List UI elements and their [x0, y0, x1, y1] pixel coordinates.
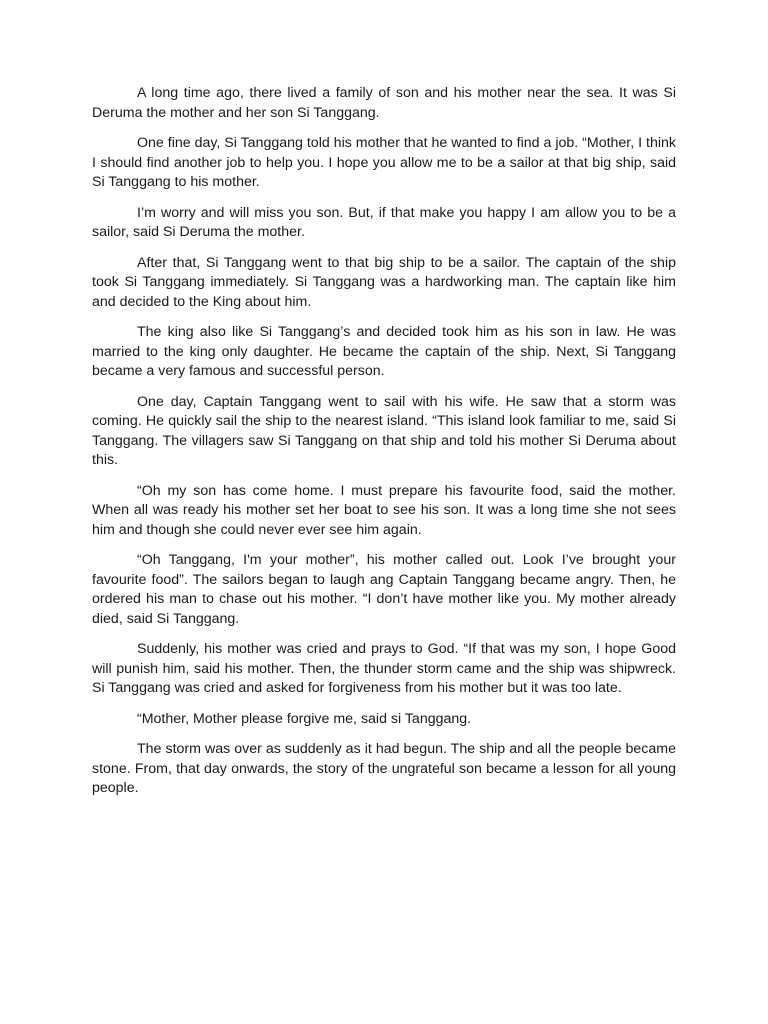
- paragraph: The king also like Si Tanggang’s and decided took him as his son in law. He was married to the king only daughter. He became the captain of the ship. Next, Si Tanggang became a very famous and successful person.: [92, 324, 676, 379]
- paragraph: “Mother, Mother please forgive me, said si Tanggang.: [137, 710, 472, 727]
- paragraph: “Oh my son has come home. I must prepare his favourite food, said the mother. When all was ready his mother set her boat to see his son. It was a long time she not sees him and though she could never ever see him again.: [92, 482, 676, 538]
- paragraph: One fine day, Si Tanggang told his mother that he wanted to find a job. “Mother, I think I should find another job to help you. I hope you allow me to be a sailor at that big ship, said Si Tanggang to his mother.: [92, 135, 676, 190]
- paragraph: One day, Captain Tanggang went to sail with his wife. He saw that a storm was coming. He quickly sail the ship to the nearest island. “This island look familiar to me, said Si Tanggang. The villagers saw Si Tanggang on that ship and told his mother Si Deruma about this.: [92, 393, 676, 468]
- paragraph: “Oh Tanggang, I'm your mother”, his mother called out. Look I’ve brought your favourite food”. The sailors began to laugh ang Captain Tanggang became angry. Then, he ordered his man to chase out his mother. “I don’t have mother like you. My mother already died, said Si Tanggang.: [92, 552, 676, 627]
- paragraph: After that, Si Tanggang went to that big ship to be a sailor. The captain of the ship took Si Tanggang immediately. Si Tanggang was a hardworking man. The captain like him and decided to the King about him.: [92, 254, 676, 310]
- document-body: [92, 84, 676, 810]
- paragraph: I’m worry and will miss you son. But, if that make you happy I am allow you to be a sailor, said Si Deruma the mother.: [92, 204, 676, 240]
- paragraph: A long time ago, there lived a family of son and his mother near the sea. It was Si Deruma the mother and her son Si Tanggang.: [92, 85, 676, 121]
- paragraph: Suddenly, his mother was cried and prays to God. “If that was my son, I hope Good will punish him, said his mother. Then, the thunder storm came and the ship was shipwreck. Si Tanggang was cried and asked for forgiveness from his mother but it was too late.: [92, 641, 676, 696]
- paragraph: The storm was over as suddenly as it had begun. The ship and all the people became stone. From, that day onwards, the story of the ungrateful son became a lesson for all young people.: [92, 741, 676, 796]
